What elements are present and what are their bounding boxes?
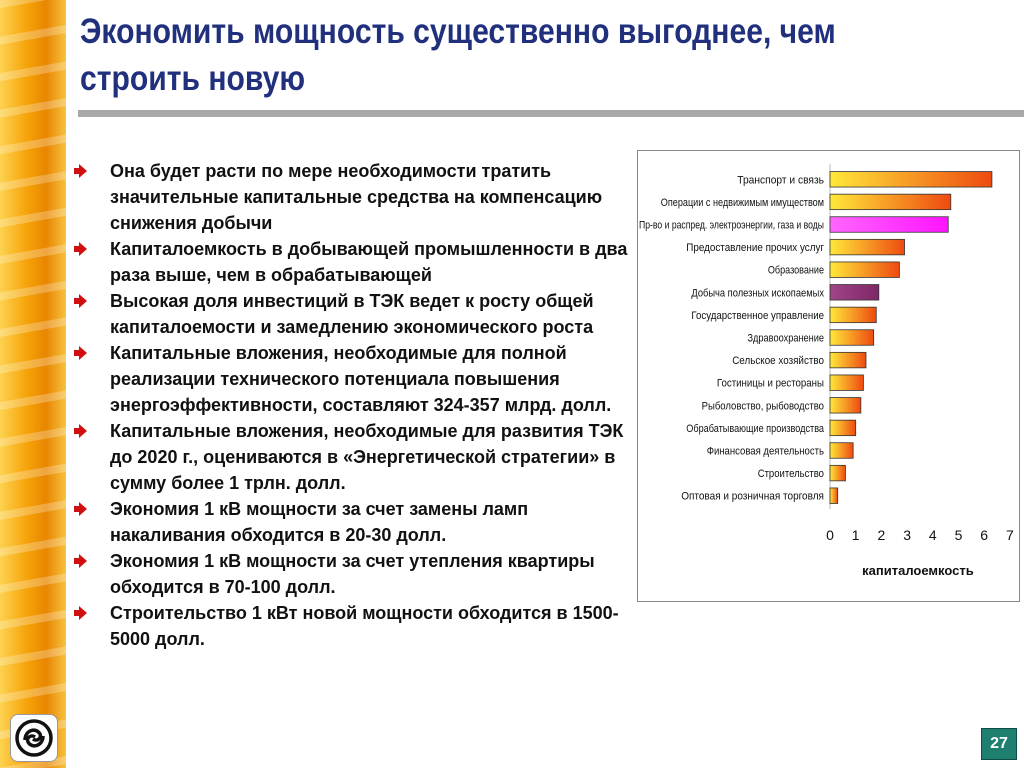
chart-category-label: Гостиницы и рестораны — [716, 377, 825, 390]
bullet-text: Капитальные вложения, необходимые для полной реализации технического потенциала повышения энергоэффективности, составляют 324-357 млрд. долл. — [110, 343, 612, 415]
chart-bar — [830, 262, 899, 278]
arrow-right-icon — [73, 294, 87, 308]
bullet-item — [70, 548, 640, 600]
arrow-right-icon — [73, 346, 87, 360]
arrow-right-icon — [73, 164, 87, 178]
chart-bar — [830, 398, 861, 414]
chart-x-tick-label: 4 — [928, 527, 937, 543]
page-number-badge: 27 — [981, 728, 1017, 760]
bullet-item — [70, 600, 640, 652]
arrow-right-icon — [73, 606, 87, 620]
bullet-text: Экономия 1 кВ мощности за счет замены ламп накаливания обходится в 20-30 долл. — [110, 499, 529, 545]
chart-bar — [830, 420, 856, 436]
decorative-side-stripe — [0, 0, 66, 768]
chart-category-label: Строительство — [757, 468, 824, 481]
arrow-right-icon — [73, 242, 87, 256]
bullet-item — [70, 158, 640, 236]
chart-x-tick-label: 0 — [826, 527, 834, 543]
capital-intensity-chart — [637, 150, 1020, 602]
chart-bar — [830, 443, 853, 459]
arrow-right-icon — [73, 554, 87, 568]
chart-bar — [830, 172, 992, 188]
arrow-right-icon — [73, 502, 87, 516]
bullet-item — [70, 236, 640, 288]
title-divider — [78, 110, 1024, 117]
bullet-item — [70, 340, 640, 418]
chart-canvas — [638, 151, 1019, 601]
chart-category-label: Пр-во и распред. электроэнергии, газа и воды — [639, 219, 825, 232]
arrow-right-icon — [73, 424, 87, 438]
chart-bar — [830, 285, 879, 301]
chart-bar — [830, 194, 951, 210]
chart-x-tick-label: 6 — [980, 527, 989, 543]
chart-x-tick-label: 7 — [1006, 527, 1014, 543]
chart-bar — [830, 307, 876, 323]
bullet-list — [70, 158, 640, 652]
chart-bar — [830, 217, 948, 233]
chart-bar — [830, 330, 874, 346]
chart-category-label: Рыболовство, рыбоводство — [701, 400, 824, 413]
chart-category-label: Обрабатывающие производства — [686, 422, 825, 435]
bullet-text: Капитальные вложения, необходимые для развития ТЭК до 2020 г., оцениваются в «Энергетической стратегии» в сумму более 1 трлн. долл. — [110, 421, 624, 493]
chart-category-label: Добыча полезных ископаемых — [691, 287, 825, 300]
chart-bar — [830, 352, 866, 368]
chart-x-tick-label: 3 — [903, 527, 911, 543]
bullet-text: Капиталоемкость в добывающей промышленности в два раза выше, чем в обрабатывающей — [110, 239, 628, 285]
chart-bar — [830, 375, 863, 391]
bullet-text: Строительство 1 кВт новой мощности обходится в 1500-5000 долл. — [110, 603, 619, 649]
chart-x-tick-label: 2 — [877, 527, 886, 543]
bullet-item — [70, 496, 640, 548]
chart-x-tick-label: 5 — [954, 527, 963, 543]
chart-category-label: Предоставление прочих услуг — [686, 242, 824, 255]
bullet-text: Экономия 1 кВ мощности за счет утепления квартиры обходится в 70-100 долл. — [110, 551, 595, 597]
chart-bar — [830, 239, 905, 255]
company-logo-icon — [10, 714, 58, 762]
bullet-text: Она будет расти по мере необходимости тратить значительные капитальные средства на компенсацию снижения добычи — [110, 161, 603, 233]
chart-x-axis-label: капиталоемкость — [862, 563, 974, 578]
slide-title: Экономить мощность существенно выгоднее, чем строить новую — [80, 12, 836, 98]
chart-category-label: Финансовая деятельность — [706, 445, 825, 458]
chart-category-label: Государственное управление — [691, 309, 824, 322]
bullet-item — [70, 418, 640, 496]
chart-category-label: Образование — [767, 264, 824, 277]
chart-category-label: Оптовая и розничная торговля — [681, 490, 825, 503]
chart-bar — [830, 465, 845, 481]
chart-category-label: Операции с недвижимым имуществом — [660, 196, 824, 209]
chart-category-label: Сельское хозяйство — [732, 355, 824, 368]
bullet-text: Высокая доля инвестиций в ТЭК ведет к росту общей капиталоемости и замедлению экономического роста — [110, 291, 594, 337]
chart-category-label: Транспорт и связь — [737, 174, 825, 187]
bullet-item — [70, 288, 640, 340]
chart-category-label: Здравоохранение — [747, 332, 824, 345]
chart-x-tick-label: 1 — [851, 527, 860, 543]
chart-bar — [830, 488, 838, 504]
